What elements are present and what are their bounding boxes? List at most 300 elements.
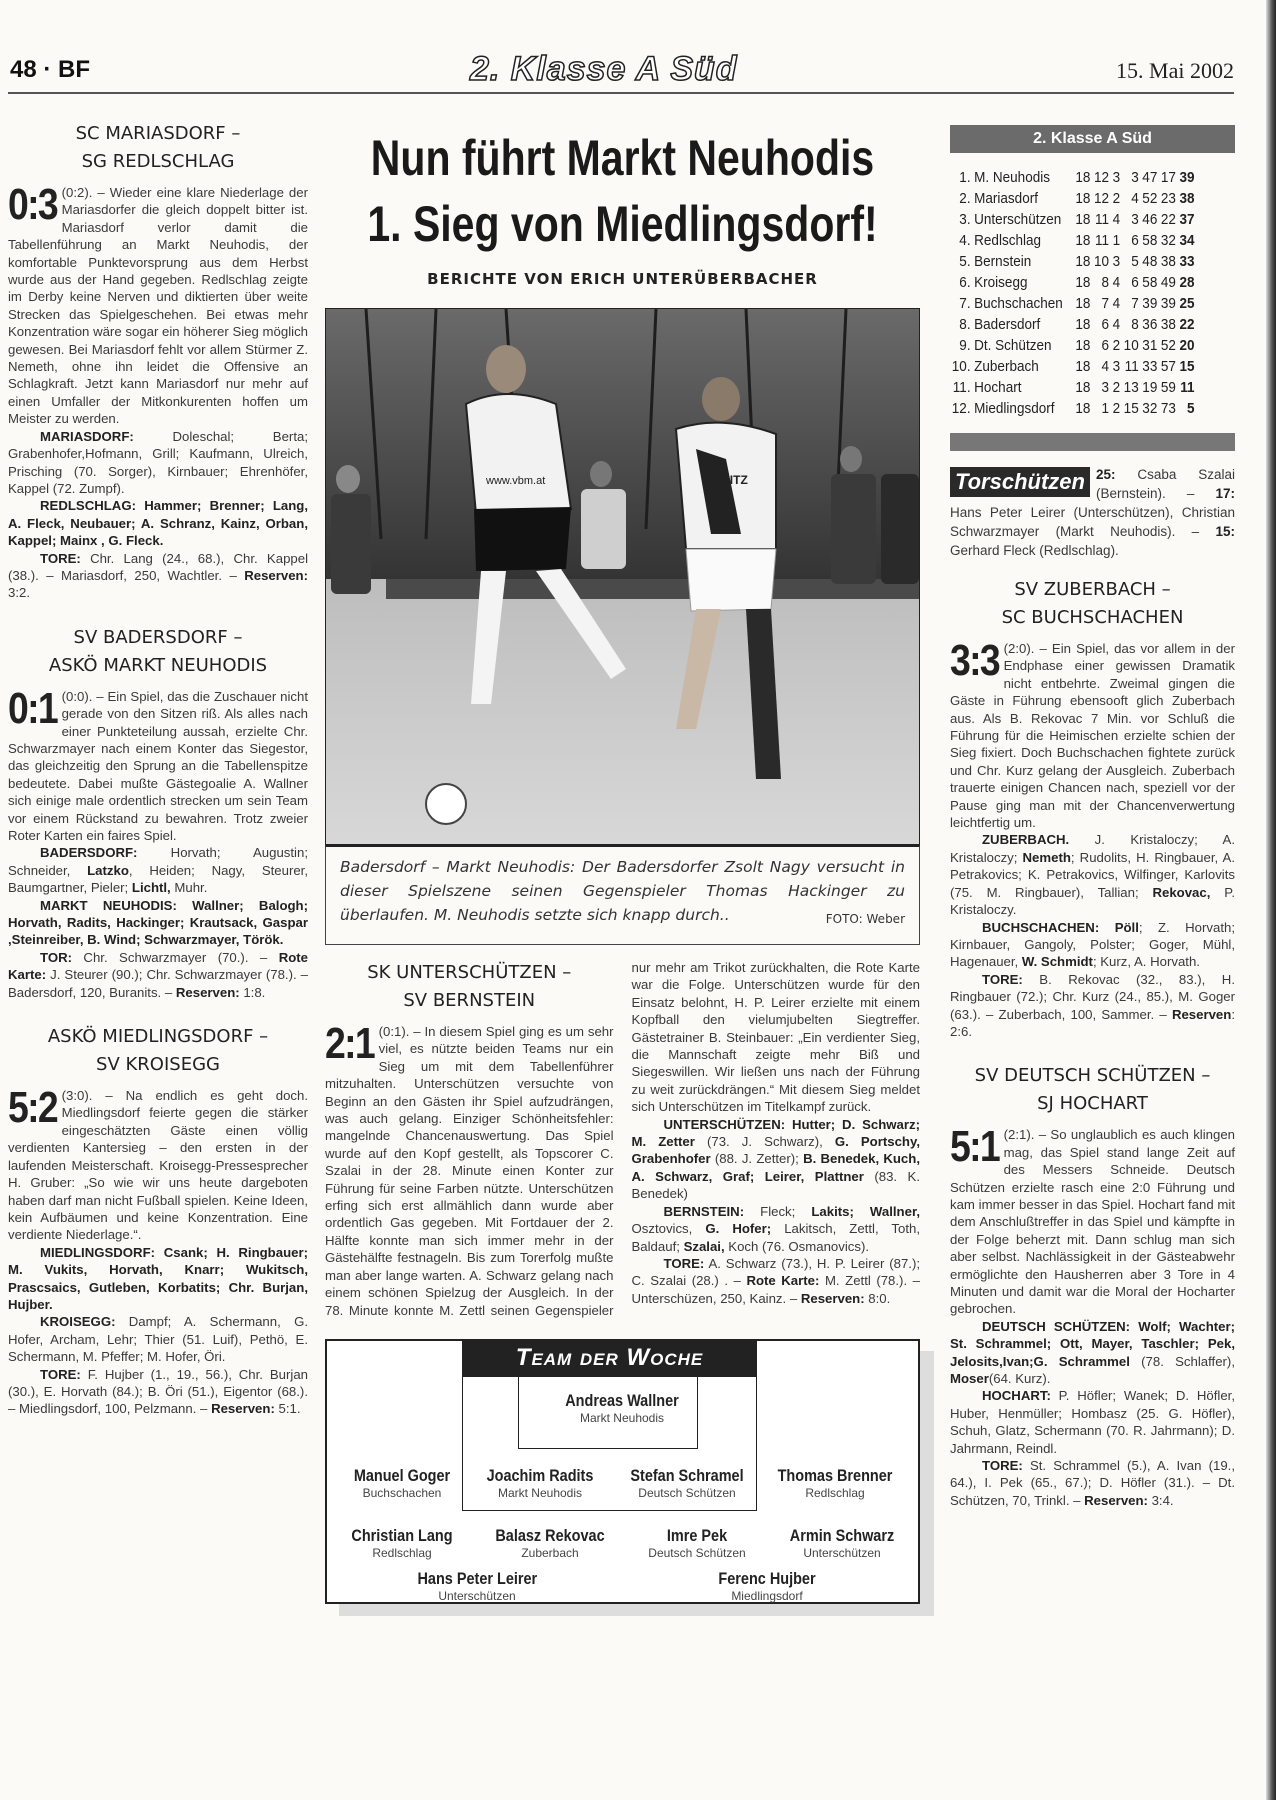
text-run: REDLSCHLAG: Hammer; Brenner; Lang, A. Fleck, Neubauer; A. Schranz, Kainz, Orban, Kappel; Mainx , G. Fleck.: [8, 498, 308, 549]
headline-line-2: 1. Sieg von Miedlingsdorf!: [367, 196, 878, 252]
team-of-the-week-box: [325, 1339, 920, 1604]
played: 18: [1075, 190, 1091, 207]
goals-for: 33: [1142, 358, 1158, 375]
final-score: 3:3: [950, 636, 999, 685]
team: Hochart: [974, 379, 1022, 396]
rank: 5.: [959, 253, 971, 270]
text-run: ; Rudolits, H. Ringbauer, A. Petrakovics; K. Petrakovics, Wilfinger, Karlovits (75. M. Ringbauer), Tallian;: [950, 849, 1235, 900]
text-run: TORE:: [982, 1458, 1023, 1474]
played: 18: [1075, 337, 1091, 354]
team: Unterschützen: [974, 211, 1062, 228]
text-run: Koch (76. Osmanovics).: [724, 1238, 870, 1254]
text-run: Dampf; A. Schermann, G. Hofer, Archam, Lehr; Thier (51. Luif), Pethö, E. Schermann, M. Pfeffer; M. Hofer, Öri.: [8, 1314, 308, 1365]
match-heading-away: SV KROISEGG: [96, 1054, 220, 1076]
match-heading-home: SV BADERSDORF –: [73, 626, 243, 648]
rank: 9.: [959, 337, 971, 354]
match-heading-home: SC MARIASDORF –: [75, 123, 241, 144]
match-report: [950, 1062, 1235, 1509]
text-run: G. Hofer;: [705, 1221, 772, 1237]
right-articles: [950, 576, 1235, 1509]
table-row: [950, 230, 1196, 251]
lineup-paragraph: [950, 831, 1235, 918]
match-heading-home: SV DEUTSCH SCHÜTZEN –: [974, 1065, 1211, 1087]
text-run: Reserven:: [175, 984, 240, 1000]
lost: 4: [1131, 190, 1139, 207]
won: 10: [1093, 253, 1109, 270]
team-player: [552, 1391, 692, 1425]
text-run: BADERSDORF:: [40, 845, 138, 861]
player-club: Unterschützen: [438, 1588, 516, 1603]
points: 33: [1179, 253, 1195, 270]
played: 18: [1075, 295, 1091, 312]
points: 37: [1179, 211, 1195, 228]
match-heading-away: SC BUCHSCHACHEN: [1001, 607, 1184, 628]
points: 34: [1179, 232, 1195, 249]
goals-for: 48: [1142, 253, 1158, 270]
played: 18: [1075, 232, 1091, 249]
match-summary: [8, 180, 308, 428]
goals-for: 32: [1142, 400, 1158, 417]
points: 25: [1179, 295, 1195, 312]
team-of-the-week-title: Team der Woche: [462, 1339, 757, 1377]
league-table: [950, 125, 1235, 451]
goals-for: 39: [1142, 295, 1158, 312]
text-run: Lakitsch, Zettl, Toth, Baldauf;: [631, 1221, 921, 1254]
text-run: BUCHSCHACHEN:: [982, 919, 1100, 935]
rank: 4.: [959, 232, 971, 249]
text-run: (83. K. Benedek): [631, 1168, 920, 1202]
goals-against: 17: [1160, 169, 1176, 186]
lineup-paragraph: [8, 897, 308, 949]
final-score: 5:1: [950, 1122, 999, 1172]
table-row: [950, 356, 1196, 377]
player-club: Miedlingsdorf: [731, 1588, 803, 1603]
football: [426, 784, 466, 824]
text-run: 1:8.: [239, 984, 266, 1000]
caption-text: Badersdorf – Markt Neuhodis: Der Badersdorfer Zsolt Nagy versucht in dieser Spielszene seinen Gegenspieler Thomas Hackinger zu überlaufen. M. Neuhodis setzte sich knapp durch..: [340, 858, 905, 924]
text-run: Wolf; Wachter; St. Schrammel; Ott, Mayer, Taschler; Pek, Jelosits,Ivan;G. Schrammel: [950, 1318, 1235, 1369]
team-player: [772, 1526, 912, 1560]
lineup-paragraph: [950, 1457, 1235, 1509]
text-run: P. Kristaloczy.: [950, 884, 1235, 918]
player-club: Deutsch Schützen: [638, 1485, 736, 1500]
text-run: Gerhard Fleck (Redlschlag).: [950, 543, 1119, 558]
rank: 1.: [959, 169, 971, 186]
goals-against: 57: [1160, 358, 1176, 375]
player-club: Unterschützen: [803, 1545, 881, 1560]
text-run: J. Steurer (90.); Chr. Schwarzmayer (78.). – Badersdorf, 120, Buranits. –: [8, 967, 308, 1000]
rank: 2.: [959, 190, 971, 207]
player-club: Redlschlag: [372, 1545, 432, 1560]
rank: 10.: [951, 358, 971, 375]
text-run: 3:2.: [8, 585, 30, 601]
text-run: A. Schwarz (73.), H. P. Leirer (87.); C. Szalai (28.) . –: [631, 1255, 920, 1289]
text-run: , Heiden; Nagy, Steurer, Baumgartner, Pieler;: [8, 862, 308, 896]
text-run: Reserven:: [244, 567, 308, 583]
league-table-title: 2. Klasse A Süd: [950, 125, 1235, 153]
lineup-paragraph: [632, 1203, 921, 1255]
summary-text: (2:0). – Ein Spiel, das vor allem in der Endphase einer gewissen Dramatik nicht entbehrte. Zweimal gingen die Gäste in Führung ebensooft glich Zuberbach aus. Als B. Rekovac 7 Min. vor Schluß die Führung für die Heimischen erzielte schien der Sieg fixiert. Doch Buchschachen fightete zurück und Chr. Kurz gelang der Ausgleich. Zuberbach trauerte einigen Chancen nach, speziell vor der Pause ging man mit der Chancenverwertung leichtfertig um.: [950, 641, 1235, 831]
drawn: 4: [1112, 295, 1121, 312]
lineup-paragraph: [632, 1255, 921, 1307]
text-run: TOR:: [40, 949, 72, 965]
match-heading-home: SK UNTERSCHÜTZEN –: [367, 962, 572, 983]
won: 12: [1093, 169, 1109, 186]
won: 6: [1101, 337, 1109, 354]
text-run: G. Portschy, Grabenhofer: [631, 1134, 921, 1167]
player-name: Thomas Brenner: [777, 1465, 893, 1485]
text-run: Rote Karte:: [8, 949, 308, 983]
drawn: 2: [1112, 379, 1121, 396]
table-row: [950, 167, 1196, 188]
lost: 15: [1123, 400, 1139, 417]
points: 38: [1179, 190, 1195, 207]
text-run: Chr. Lang (24., 68.), Chr. Kappel (38.). – Mariasdorf, 250, Wachtler. –: [8, 550, 308, 583]
text-run: 15:: [1215, 524, 1235, 539]
text-run: W. Schmidt: [1021, 954, 1093, 970]
drawn: 3: [1112, 169, 1121, 186]
goals-against: 52: [1160, 337, 1176, 354]
text-run: Rote Karte:: [746, 1273, 820, 1289]
team: Badersdorf: [974, 316, 1041, 333]
drawn: 3: [1112, 253, 1121, 270]
text-run: Muhr.: [170, 880, 208, 896]
summary-text: (2:1). – So unglaublich es auch klingen mag, das Spiel stand lange Zeit auf des Messers Schneide. Deutsch Schützen erzielte rasch eine 2:0 Führung und kam immer besser in das Spiel. Hochart fand mit dem Anschlußtreffer in das Spiel und kämpfte in der Folge beherzt mit. Dann schlug man sich aber selbst. Nachlässigkeit in der Gästeabwehr ermöglichte den Hausherren aber 3 Tore in 4 Minuten und damit war die Moral der Hocharter gebrochen.: [950, 1127, 1235, 1317]
drawn: 2: [1112, 337, 1121, 354]
goals-for: 58: [1142, 232, 1158, 249]
played: 18: [1075, 316, 1091, 333]
match-heading: [8, 120, 308, 176]
match-heading: [950, 1062, 1235, 1118]
goals-against: 32: [1160, 232, 1176, 249]
left-column: [8, 120, 308, 1418]
drawn: 2: [1112, 190, 1121, 207]
table-row: [950, 209, 1196, 230]
text-run: 25:: [1095, 467, 1116, 482]
text-run: (78. Schlaffer),: [1129, 1353, 1235, 1369]
text-run: Hans Peter Leirer (Unterschützen), Christian Schwarzmayer (Markt Neuhodis). –: [950, 505, 1235, 539]
goals-against: 59: [1160, 379, 1176, 396]
middle-article-columns: [325, 959, 920, 1319]
text-run: [1130, 1319, 1138, 1334]
summary-text: (0:2). – Wieder eine klare Niederlage der Mariasdorfer die gleich doppelt bitter ist. Mariasdorf verlor damit die Tabellenführung an Markt Neuhodis, der komfortable Punktevorsprung aus dem Herbst wurde aus der Hand gegeben. Redlschlag zeigte im Derby keine Nerven und diktierten über weite Strecken das Spielgeschehen. Bei etwas mehr Konzentration wäre sogar ein höherer Sieg möglich gewesen. Bei Mariasdorf fehlt vor allem Stürmer Z. Nemeth, ohne ihn leidet die Offensive an Schlagkraft. Jetzt kann Mariasdorf nur mehr auf einen Umfaller der Mitkonkurenten hoffen um Meister zu werden.: [8, 185, 308, 427]
played: 18: [1075, 400, 1091, 417]
lost: 5: [1131, 253, 1139, 270]
lineup-paragraph: [8, 1366, 308, 1418]
text-run: Fleck;: [744, 1203, 812, 1219]
won: 6: [1101, 316, 1109, 333]
final-score: 0:3: [8, 180, 57, 229]
goals-for: 58: [1142, 274, 1158, 291]
team-player: [470, 1466, 610, 1500]
goals-against: 49: [1160, 274, 1176, 291]
match-report: [8, 1023, 308, 1418]
team: Mariasdorf: [974, 190, 1038, 207]
text-run: Rekovac,: [1152, 884, 1211, 900]
lineup-paragraph: [8, 1244, 308, 1314]
match-heading: [325, 959, 614, 1015]
text-run: Reserven: [1171, 1006, 1232, 1022]
points: 15: [1179, 358, 1195, 375]
goals-against: 39: [1160, 295, 1176, 312]
text-run: Lakits; Wallner,: [811, 1203, 921, 1219]
text-run: [1099, 920, 1114, 935]
lineup-paragraph: [632, 1116, 921, 1203]
won: 8: [1101, 274, 1109, 291]
match-summary: [950, 636, 1235, 831]
team: Buchschachen: [974, 295, 1063, 312]
player-name: Balasz Rekovac: [495, 1525, 605, 1545]
rank: 6.: [959, 274, 971, 291]
rank: 3.: [959, 211, 971, 228]
player-name: Armin Schwarz: [789, 1525, 895, 1545]
byline: BERICHTE VON ERICH UNTERÜBERBACHER: [427, 270, 818, 288]
goals-against: 23: [1160, 190, 1176, 207]
issue-date: 15. Mai 2002: [1116, 58, 1234, 83]
text-run: (88. J. Zetter);: [710, 1151, 804, 1167]
text-run: TORE:: [40, 1366, 81, 1382]
goals-for: 31: [1142, 337, 1158, 354]
text-run: Reserven:: [800, 1290, 865, 1306]
table-row: [950, 272, 1196, 293]
lineup-paragraph: [950, 971, 1235, 1041]
match-report: [8, 624, 308, 1001]
middle-flow: [325, 845, 920, 1604]
match-report: [325, 959, 920, 1319]
lost: 6: [1131, 274, 1139, 291]
text-run: HOCHART:: [982, 1388, 1051, 1404]
summary-text: (0:0). – Ein Spiel, das die Zuschauer nicht gerade von den Sitzen riß. Als alles nach einer Punkteteilung aussah, erzielte Chr. Schwarzmayer nach einem Konter das Siegestor, das gleichzeitig den Sprung an die Tabellenspitze bedeutete. Dabei mußte Gästegoalie A. Wallner sich einige male ordentlich strecken um sein Team vor einem Rückstand zu bewahren. Trotz zweier Roter Karten ein faires Spiel.: [8, 688, 308, 843]
text-run: 5:1.: [274, 1401, 301, 1417]
drawn: 3: [1112, 358, 1121, 375]
text-run: 17:: [1215, 486, 1235, 501]
text-run: MIEDLINGSDORF: Csank; H. Ringbauer; M. Vukits, Horvath, Knarr; Wukitsch, Prascsaics, Gutleben, Korbatits; Chr. Burjan, Hujber.: [8, 1244, 308, 1312]
goals-for: 19: [1142, 379, 1158, 396]
table-row: [950, 335, 1196, 356]
won: 7: [1101, 295, 1109, 312]
text-run: ; Z. Horvath; Kirnbauer, Gangoly, Polster; Goger, Mühl, Hagenauer,: [950, 919, 1235, 970]
goals-against: 38: [1160, 316, 1176, 333]
lineup-paragraph: [8, 428, 308, 498]
rank: 12.: [951, 400, 971, 417]
text-run: Csaba Szalai (Bernstein). –: [1095, 467, 1235, 501]
goals-for: 46: [1142, 211, 1158, 228]
final-score: 2:1: [325, 1019, 374, 1068]
text-run: KROISEGG:: [40, 1314, 116, 1330]
header-rule: [8, 92, 1234, 94]
final-score: 0:1: [8, 683, 57, 733]
won: 11: [1094, 232, 1109, 249]
team: Zuberbach: [974, 358, 1039, 375]
text-run: Szalai,: [683, 1238, 725, 1254]
text-run: : 2:6.: [950, 1006, 1235, 1039]
lost: 10: [1123, 337, 1139, 354]
football-scene-image: [326, 309, 920, 845]
drawn: 4: [1112, 316, 1121, 333]
text-run: Osztovics,: [631, 1221, 706, 1237]
photo-caption: [325, 845, 920, 945]
goals-against: 38: [1160, 253, 1176, 270]
text-run: J. Kristaloczy; A. Kristaloczy;: [950, 832, 1235, 865]
won: 11: [1094, 211, 1109, 228]
section-title: 2. Klasse A Süd: [470, 50, 738, 88]
lost: 7: [1131, 295, 1139, 312]
team-player: [407, 1569, 547, 1603]
lost: 6: [1131, 232, 1139, 249]
text-run: 3:4.: [1147, 1492, 1174, 1508]
text-run: B. Benedek, Kuch, A. Schwarz, Graf; Leirer, Plattner: [631, 1151, 920, 1184]
player-club: Deutsch Schützen: [648, 1545, 746, 1560]
text-run: Moser: [950, 1371, 989, 1387]
table-row: [950, 188, 1196, 209]
text-run: ZUBERBACH.: [982, 832, 1070, 848]
team-player: [627, 1526, 767, 1560]
lineup-paragraph: [950, 1318, 1235, 1388]
text-run: Nemeth: [1022, 849, 1071, 865]
summary-text: (0:1). – In diesem Spiel ging es um sehr viel, es nützte beiden Teams nur ein Sieg um mit dem Tabellenführer mitzuhalten. Unterschützen versuchte von Beginn an den Gästen ihr Spiel aufzudrängen, was auch gelang. Einziger Schönheitsfehler: mangelnde Chancenauswertung. Das Spiel wurde auf den Kopf gestellt, als Topscorer C. Szalai in der 28. Minute einen Konter zur Führung für seine Farben nützte. Unterschützen erfing sich erst allmählich dann wurde aber ordentlich Gas gegeben. Mit Fortdauer der 2. Hälfte konnte man sich immer mehr in der Gästehälfte festnageln. Bis zum Torerfolg mußte man aber lange warten. A. Schwarz gelang nach einem schönen Spielzug der Ausgleich. In der 78. Minute konnte M. Zettl seinen Gegenspieler nur mehr am Trikot zurückhalten, die Rote Karte war die Folge. Unterschützen wurde für den Einsatz belohnt, H. P. Leirer erzielte mit einem Kopfball den vielumjubelten Siegtreffer. Gästetrainer B. Steinbauer: „Ein verdienter Sieg, die Mannschaft zeigte mehr Biß und Siegeswillen. Wir ließen uns nach der Führung zu weit zurückdrängen.“ Mit diesem Sieg meldet sich Unterschützen im Titelkampf zurück.: [325, 960, 920, 1318]
text-run: DEUTSCH SCHÜTZEN:: [982, 1318, 1131, 1334]
text-run: M. Zettl (78.). – Unterschüzen, 250, Kainz. –: [631, 1273, 920, 1306]
right-column: [950, 125, 1235, 1509]
match-heading: [8, 624, 308, 680]
team: Redlschlag: [974, 232, 1041, 249]
lineup-paragraph: [950, 919, 1235, 971]
player-name: Christian Lang: [351, 1525, 453, 1545]
won: 12: [1093, 190, 1109, 207]
match-summary: [8, 1083, 308, 1244]
player-club: Redlschlag: [805, 1485, 865, 1500]
goals-for: 52: [1142, 190, 1158, 207]
match-summary: [8, 683, 308, 845]
jersey-sponsor-1: www.vbm.at: [486, 475, 546, 487]
goals-for: 47: [1142, 169, 1158, 186]
table-row: [950, 293, 1196, 314]
player-name: Ferenc Hujber: [718, 1568, 816, 1588]
player-club: Markt Neuhodis: [579, 1410, 665, 1425]
player-club: Zuberbach: [521, 1545, 579, 1560]
lost: 3: [1131, 169, 1139, 186]
player-name: Andreas Wallner: [565, 1390, 679, 1410]
player-name: Joachim Radits: [486, 1465, 594, 1485]
text-run: TORE:: [663, 1255, 705, 1271]
team-player: [480, 1526, 620, 1560]
lineup-paragraph: [8, 1313, 308, 1365]
match-heading-home: ASKÖ MIEDLINGSDORF –: [47, 1026, 269, 1048]
rank: 7.: [959, 295, 971, 312]
text-run: Lichtl,: [131, 880, 171, 896]
team-player: [697, 1569, 837, 1603]
match-heading: [8, 1023, 308, 1079]
points: 22: [1179, 316, 1195, 333]
team: Kroisegg: [974, 274, 1028, 291]
match-heading-away: ASKÖ MARKT NEUHODIS: [48, 654, 268, 676]
headline-line-1: Nun führt Markt Neuhodis: [370, 130, 875, 186]
text-run: UNTERSCHÜTZEN: Hutter; D. Schwarz; M. Zetter: [631, 1116, 920, 1150]
lost: 11: [1124, 358, 1139, 375]
won: 4: [1101, 358, 1109, 375]
played: 18: [1075, 169, 1091, 186]
summary-text: (3:0). – Na endlich es geht doch. Miedlingsdorf feierte gegen die stärker eingeschätzten Gäste einen völlig verdienten Kantersieg – den ersten in der laufenden Meisterschaft. Kroisegg-Pressesprecher H. Gruber: „So wie wir uns heute dargeboten haben darf man nicht Fußball spielen. Keine Ideen, kein Aufbäumen und keine Konzentration. Eine verdiente Niederlage.“.: [8, 1088, 308, 1243]
team-player: [332, 1526, 472, 1560]
drawn: 4: [1112, 274, 1121, 291]
team: M. Neuhodis: [974, 169, 1050, 186]
lineup-paragraph: [8, 949, 308, 1001]
player-name: Manuel Goger: [353, 1465, 451, 1485]
text-run: TORE:: [982, 971, 1023, 987]
lineup-paragraph: [8, 550, 308, 602]
match-heading-away: SG REDLSCHLAG: [81, 151, 235, 172]
text-run: MARIASDORF:: [40, 428, 134, 444]
goals-against: 73: [1160, 400, 1176, 417]
team-player: [765, 1466, 905, 1500]
rank: 11.: [952, 379, 971, 396]
match-heading-away: SV BERNSTEIN: [403, 990, 536, 1011]
text-run: St. Schrammel (5.), A. Ivan (19., 64.), I. Pek (65., 67.); D. Höfler (31.). – Dt. Schützen, 70, Trinkl. –: [950, 1458, 1235, 1508]
drawn: 4: [1112, 211, 1121, 228]
table-row: [950, 314, 1196, 335]
played: 18: [1075, 274, 1091, 291]
player-name: Hans Peter Leirer: [417, 1568, 538, 1588]
played: 18: [1075, 253, 1091, 270]
top-scorers: [950, 465, 1235, 560]
lineup-paragraph: [8, 844, 308, 896]
lineup-paragraph: [950, 1387, 1235, 1457]
played: 18: [1075, 211, 1091, 228]
photo-credit: FOTO: Weber: [825, 912, 905, 926]
text-run: (64. Kurz).: [988, 1371, 1051, 1387]
player-name: Stefan Schramel: [630, 1465, 744, 1485]
match-report: [950, 576, 1235, 1040]
won: 3: [1101, 379, 1109, 396]
team: Miedlingsdorf: [974, 400, 1055, 417]
text-run: Pöll: [1114, 919, 1139, 935]
team-player: [332, 1466, 472, 1500]
team: Bernstein: [974, 253, 1032, 270]
won: 1: [1101, 400, 1109, 417]
goals-for: 36: [1142, 316, 1158, 333]
table-row: [950, 398, 1196, 419]
drawn: 1: [1112, 232, 1121, 249]
player-name: Imre Pek: [666, 1525, 728, 1545]
page-edge-shadow: [1266, 0, 1276, 1800]
match-heading-home: SV ZUBERBACH –: [1014, 579, 1171, 600]
text-run: MARKT NEUHODIS: Wallner; Balogh; Horvath, Radits, Hackinger; Krautsack, Gaspar ,Steinreiber, B. Wind; Schwarzmayer, Török.: [8, 897, 308, 948]
text-run: Chr. Schwarzmayer (70.). –: [72, 949, 279, 965]
text-run: Reserven:: [1084, 1492, 1148, 1508]
table-row: [950, 251, 1196, 272]
team: Dt. Schützen: [974, 337, 1052, 354]
played: 18: [1075, 379, 1091, 396]
lost: 3: [1131, 211, 1139, 228]
text-run: 8:0.: [864, 1290, 891, 1306]
top-scorers-label: Torschützen: [950, 467, 1090, 497]
text-run: B. Rekovac (32., 83.), H. Ringbauer (72.); Chr. Kurz (24., 85.), M. Goger (63.). – Zuberbach, 100, Sammer. –: [950, 971, 1235, 1022]
points: 39: [1179, 169, 1195, 186]
text-run: Latzko: [87, 862, 129, 878]
final-score: 5:2: [8, 1083, 57, 1133]
match-report: [8, 120, 308, 602]
table-footer-bar: [950, 433, 1235, 451]
text-run: Reserven:: [211, 1401, 275, 1417]
points: 11: [1180, 379, 1195, 396]
rank: 8.: [959, 316, 971, 333]
text-run: ; Kurz, A. Horvath.: [1092, 954, 1200, 970]
page-number: 48 · BF: [10, 56, 91, 83]
goals-against: 22: [1160, 211, 1176, 228]
match-photo: [325, 308, 920, 845]
points: 28: [1179, 274, 1195, 291]
text-run: P. Höfler; Wanek; D. Höfler, Huber, Henmüller; Hombasz (25. G. Höfler), Schuh, Glatz, Schermann (70. R. Jahrmann); D. Jahrmann, Reindl.: [950, 1388, 1235, 1456]
